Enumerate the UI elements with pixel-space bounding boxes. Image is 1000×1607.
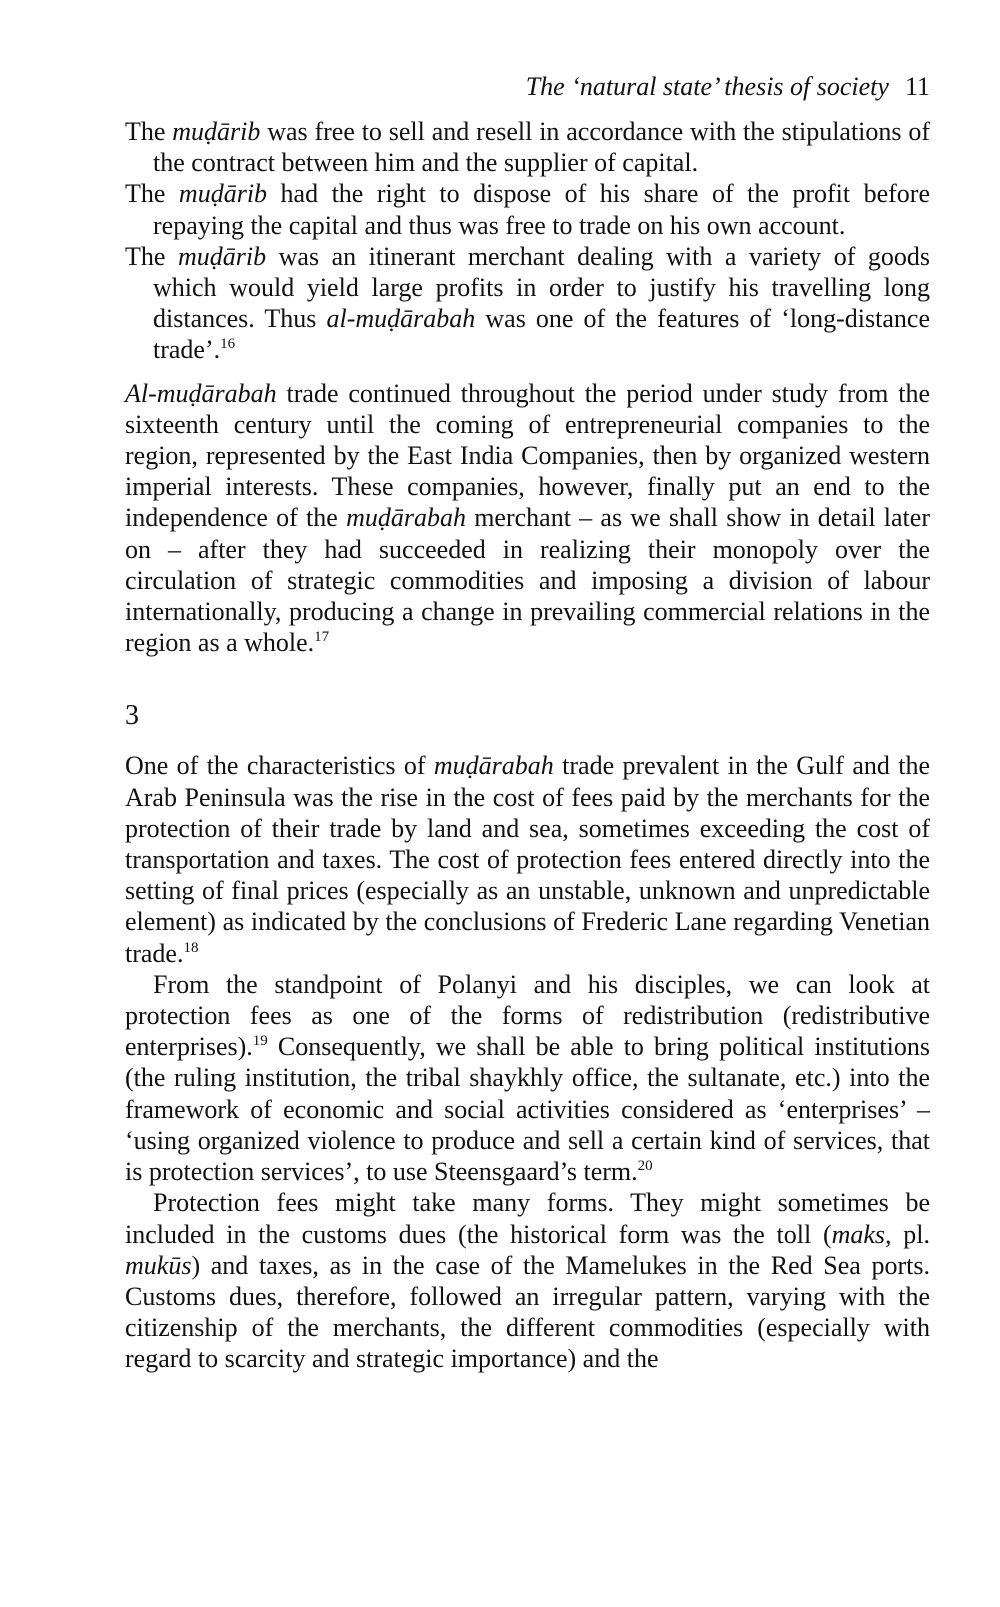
- text-run: was free to sell and resell in accordance with the stipulations of the contract between him and the supplier of capital.: [153, 117, 931, 178]
- paragraph: [125, 750, 930, 968]
- text-run: The: [125, 179, 179, 209]
- text-run: trade continued throughout the period under study from the sixteenth century until the coming of entrepreneurial companies to the region, represented by the East India Companies, then by organized western imperial interests. These companies, however, finally put an end to the independence of the: [125, 378, 930, 533]
- italic-term: muḍārib: [172, 117, 261, 146]
- italic-term: muḍārib: [178, 179, 268, 209]
- section-number: 3: [125, 700, 139, 732]
- footnote-ref: 18: [183, 939, 199, 956]
- text-run: had the right to dispose of his share of the profit before repaying the capital and thus was free to trade on his own account.: [153, 179, 931, 240]
- running-title: The ‘natural state’ thesis of society: [525, 72, 889, 101]
- italic-term: mukūs: [125, 1250, 192, 1280]
- list-item: [125, 116, 930, 178]
- text-run: pl.: [891, 1219, 930, 1249]
- text-run: ) and taxes, as in the case of the Mamelukes in the Red Sea ports. Customs dues, therefore, followed an irregular pattern, varying with the citizenship of the merchants, the different commodities (especially with regard to scarcity and strategic importance) and the: [125, 1250, 930, 1374]
- text-run: merchant – as we shall show in detail later on – after they had succeeded in realizing their monopoly over the circulation of strategic commodities and imposing a division of labour internationally, producing a change in prevailing commercial relations in the region as a whole.: [125, 503, 930, 658]
- text-run: The: [125, 117, 173, 146]
- text-run: From the standpoint of Polanyi and his disciples, we can look at protection fees as one of the forms of redistribution (redistributive enterprises).: [125, 969, 930, 1062]
- text-run: Protection fees might take many forms. They might sometimes be included in the customs dues (the historical form was the toll (: [125, 1188, 930, 1249]
- text-run: trade prevalent in the Gulf and the Arab Peninsula was the rise in the cost of fees paid by the merchants for the protection of their trade by land and sea, sometimes exceeding the cost of transportation and taxes. The cost of protection fees entered directly into the setting of final prices (especially as an unstable, unknown and unpredictable element) as indicated by the conclusions of Frederic Lane regarding Venetian trade.: [125, 751, 930, 968]
- footnote-ref: 19: [252, 1033, 268, 1050]
- page-number: 11: [904, 72, 930, 101]
- paragraph: [125, 378, 930, 659]
- italic-term: muḍārabah: [346, 503, 466, 533]
- italic-term: Al-muḍārabah: [125, 378, 277, 408]
- paragraph: [125, 969, 930, 1187]
- italic-term: maks,: [831, 1219, 892, 1249]
- running-head: [120, 70, 930, 104]
- italic-term: al-muḍārabah: [326, 304, 476, 334]
- paragraph: [125, 1187, 930, 1374]
- list-item: [125, 178, 930, 240]
- body-text: [125, 116, 930, 1375]
- text-run: The: [125, 241, 178, 271]
- list-item: [125, 241, 930, 366]
- footnote-ref: 17: [314, 629, 330, 646]
- text-run: Consequently, we shall be able to bring political institutions (the ruling institution, the tribal shaykhly office, the sultanate, etc.) into the framework of economic and social activities considered as ‘enterprises’ – ‘using organized violence to produce and sell a certain kind of services, that is protection services’, to use Steensgaard’s term.: [125, 1032, 930, 1187]
- footnote-ref: 16: [220, 336, 236, 353]
- italic-term: muḍārib: [177, 241, 267, 271]
- footnote-ref: 20: [637, 1158, 653, 1175]
- text-run: One of the characteristics of: [125, 751, 434, 781]
- text-run: was an itinerant merchant dealing with a variety of goods which would yield large profits in order to justify his travelling long distances. Thus: [153, 241, 931, 334]
- text-run: was one of the features of ‘long-distance trade’.: [153, 304, 930, 365]
- italic-term: muḍārabah: [433, 751, 554, 781]
